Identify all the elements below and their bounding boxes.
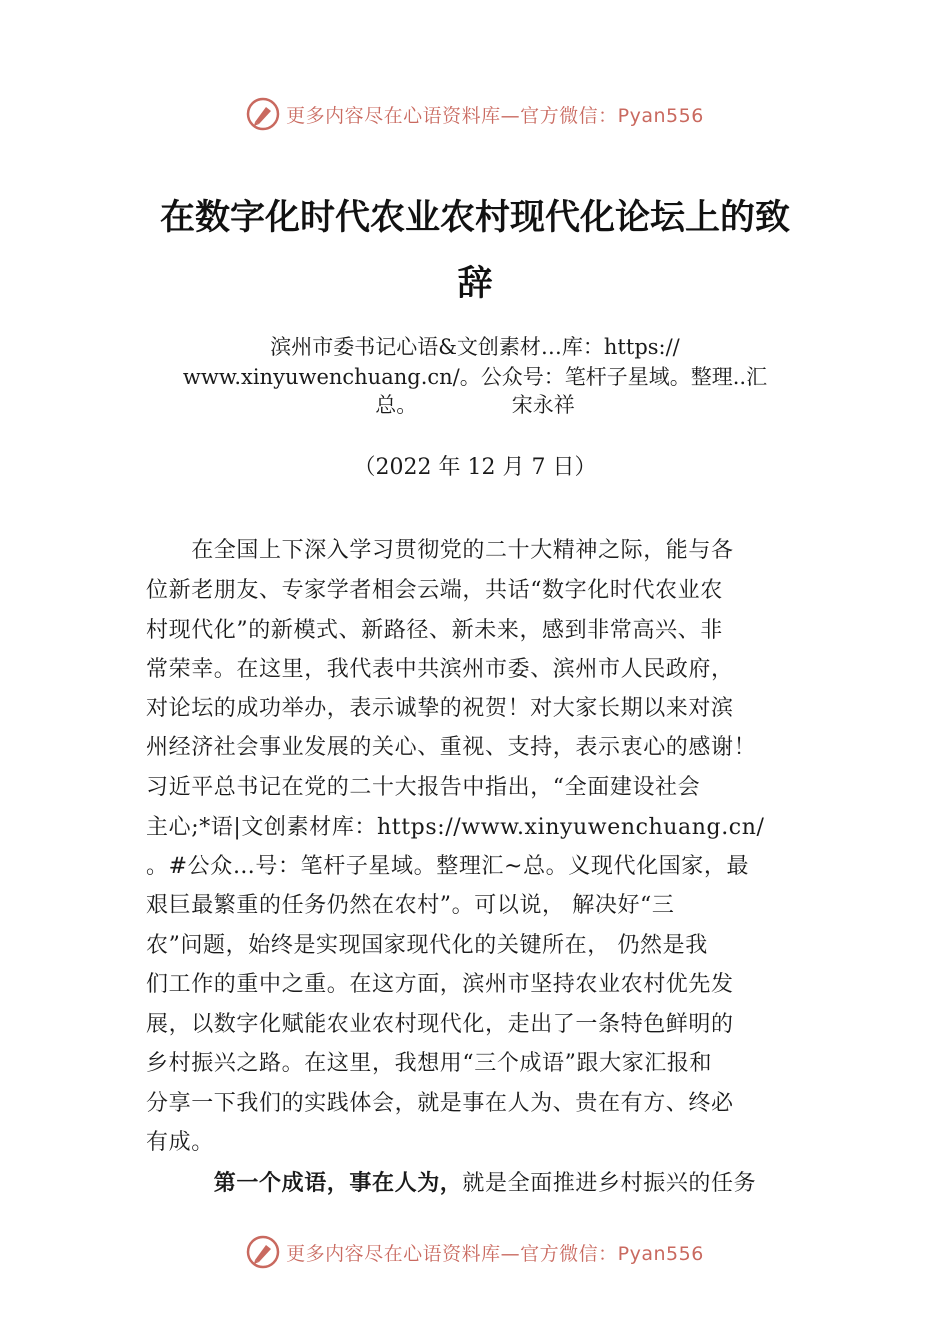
watermark-text: 更多内容尽在心语资料库—官方微信：Pyan556 <box>286 104 704 127</box>
watermark-banner-bottom <box>0 1232 950 1272</box>
body-line: 分享一下我们的实践体会，就是事在人为、贵在有方、终必 <box>146 1091 734 1116</box>
body-line: 乡村振兴之路。在这里，我想用“三个成语”跟大家汇报和 <box>146 1051 713 1076</box>
body-line: 农”问题，始终是实现国家现代化的关键所在， 仍然是我 <box>146 933 708 958</box>
body-line: 。#公众…号：笔杆子星域。整理汇~总。义现代化国家，最 <box>146 854 750 879</box>
body-line: 习近平总书记在党的二十大报告中指出，“全面建设社会 <box>146 775 701 800</box>
body-line: 有成。 <box>146 1130 214 1155</box>
watermark-text: 更多内容尽在心语资料库—官方微信：Pyan556 <box>286 1242 704 1265</box>
pen-nib-icon <box>246 1235 280 1269</box>
pen-nib-icon <box>246 97 280 131</box>
body-line: 位新老朋友、专家学者相会云端，共话“数字化时代农业农 <box>146 578 723 603</box>
body-line: 展，以数字化赋能农业农村现代化，走出了一条特色鲜明的 <box>146 1012 734 1037</box>
body-line: 们工作的重中之重。在这方面，滨州市坚持农业农村优先发 <box>146 972 734 997</box>
body-line: 主心;*语|文创素材库：https://www.xinyuwenchuang.cn/ <box>146 815 765 840</box>
body-line: 在全国上下深入学习贯彻党的二十大精神之际，能与各 <box>146 538 734 563</box>
body-line: 对论坛的成功举办，表示诚挚的祝贺！对大家长期以来对滨 <box>146 696 734 721</box>
watermark-banner-top <box>0 94 950 134</box>
byline-line-2: www.xinyuwenchuang.cn/。公众号：笔杆子星域。整理..汇 <box>182 365 768 389</box>
body-line-last <box>146 1168 816 1199</box>
document-date: （2022 年 12 月 7 日） <box>353 455 597 480</box>
section-heading-bold: 第一个成语，事在人为， <box>146 1170 463 1196</box>
section-text: 就是全面推进乡村振兴的任务 <box>462 1171 757 1196</box>
body-line: 州经济社会事业发展的关心、重视、支持，表示衷心的感谢！ <box>146 735 757 760</box>
byline-line-3: 总。 宋永祥 <box>375 393 575 417</box>
document-title-line-2: 辞 <box>457 264 493 304</box>
body-line: 常荣幸。在这里，我代表中共滨州市委、滨州市人民政府， <box>146 657 734 682</box>
body-line: 村现代化”的新模式、新路径、新未来，感到非常高兴、非 <box>146 618 723 643</box>
document-title-line-1: 在数字化时代农业农村现代化论坛上的致 <box>159 198 790 238</box>
byline-line-1: 滨州市委书记心语&文创素材…库：https:// <box>270 335 680 359</box>
body-line: 艰巨最繁重的任务仍然在农村”。可以说， 解决好“三 <box>146 893 675 918</box>
